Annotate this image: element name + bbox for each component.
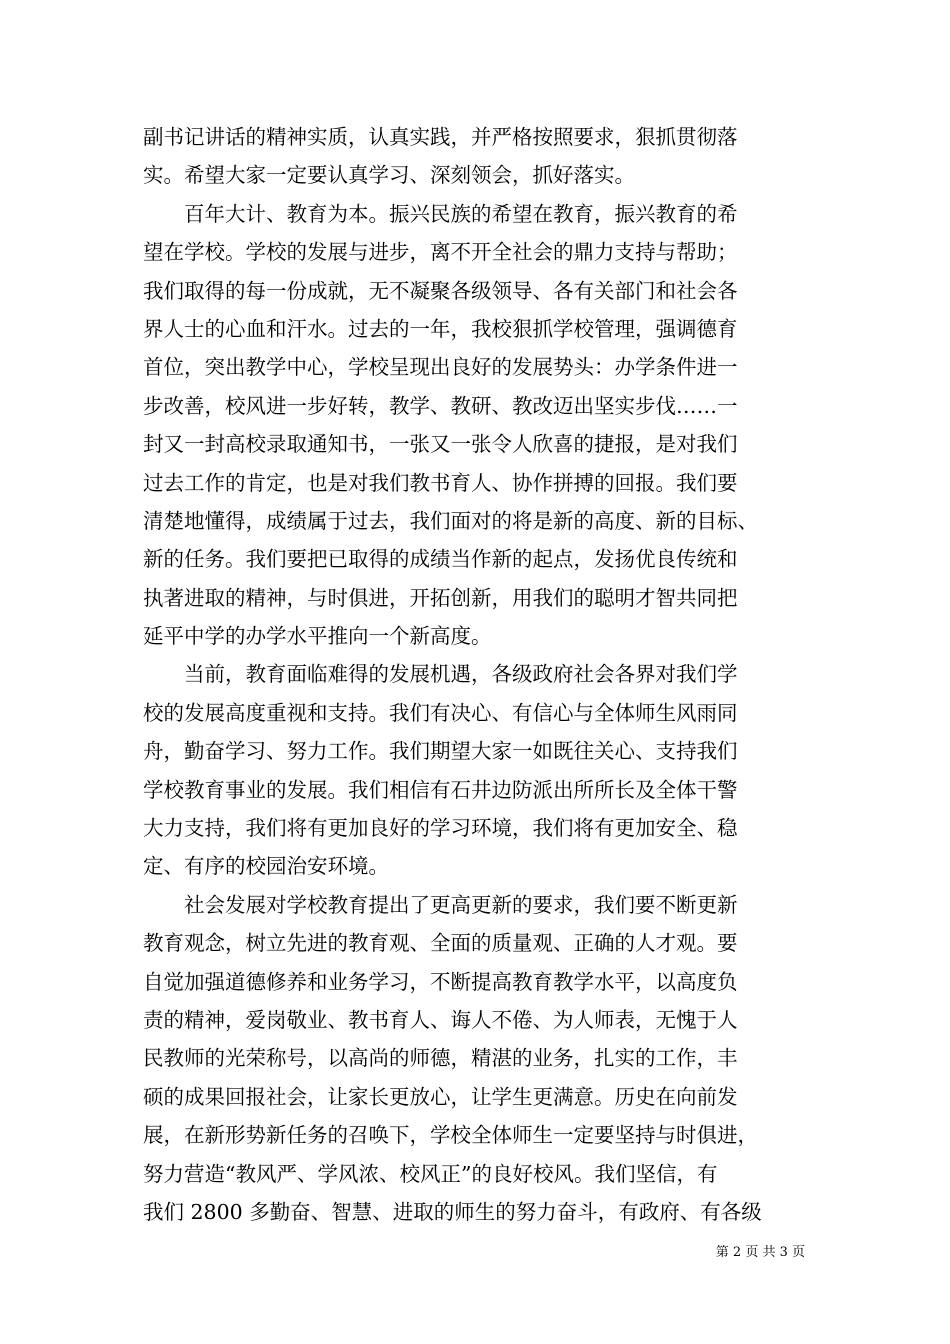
text-line: 展，在新形势新任务的召唤下，学校全体师生一定要坚持与时俱进， bbox=[143, 1123, 758, 1148]
text-line: 副书记讲话的精神实质，认真实践，并严格按照要求，狠抓贯彻落 bbox=[143, 125, 738, 149]
text-line: 民教师的光荣称号，以高尚的师德，精湛的业务，扎实的工作，丰 bbox=[143, 1046, 738, 1071]
body-text bbox=[143, 118, 823, 1231]
text-line: 责的精神，爱岗敬业、教书育人、诲人不倦、为人师表，无愧于人 bbox=[143, 1007, 738, 1032]
text-line: 步改善，校风进一步好转，教学、教研、教改迈出坚实步伐……一 bbox=[143, 393, 738, 418]
paragraph-first-line: 当前，教育面临难得的发展机遇，各级政府社会各界对我们学 bbox=[184, 662, 738, 687]
text-line: 教育观念，树立先进的教育观、全面的质量观、正确的人才观。要 bbox=[143, 931, 738, 956]
text-line: 界人士的心血和汗水。过去的一年，我校狠抓学校管理，强调德育 bbox=[143, 316, 738, 341]
text-line: 我们取得的每一份成就，无不凝聚各级领导、各有关部门和社会各 bbox=[143, 278, 738, 303]
page-number: 第 2 页 共 3 页 bbox=[715, 1245, 805, 1260]
paragraph-first-line: 社会发展对学校教育提出了更高更新的要求，我们要不断更新 bbox=[184, 892, 738, 917]
text-line: 硕的成果回报社会，让家长更放心，让学生更满意。历史在向前发 bbox=[143, 1084, 738, 1109]
text-line: 我们 2800 多勤奋、智慧、进取的师生的努力奋斗，有政府、有各级 bbox=[143, 1199, 762, 1224]
paragraph-first-line: 百年大计、教育为本。振兴民族的希望在教育，振兴教育的希 bbox=[184, 201, 738, 226]
text-line: 执著进取的精神，与时俱进，开拓创新，用我们的聪明才智共同把 bbox=[143, 585, 738, 610]
text-line: 努力营造“教风严、学风浓、校风正”的良好校风。我们坚信，有 bbox=[143, 1161, 718, 1186]
text-line: 新的任务。我们要把已取得的成绩当作新的起点，发扬优良传统和 bbox=[143, 547, 738, 572]
text-line: 大力支持，我们将有更加良好的学习环境，我们将有更加安全、稳 bbox=[143, 816, 738, 841]
text-line: 定、有序的校园治安环境。 bbox=[143, 854, 389, 879]
text-line: 学校教育事业的发展。我们相信有石井边防派出所所长及全体干警 bbox=[143, 777, 738, 802]
text-line: 延平中学的办学水平推向一个新高度。 bbox=[143, 624, 492, 649]
text-line: 清楚地懂得，成绩属于过去，我们面对的将是新的高度、新的目标、 bbox=[143, 508, 758, 533]
text-line: 首位，突出教学中心，学校呈现出良好的发展势头：办学条件进一 bbox=[143, 355, 738, 380]
text-line: 过去工作的肯定，也是对我们教书育人、协作拼搏的回报。我们要 bbox=[143, 470, 738, 495]
text-line: 舟，勤奋学习、努力工作。我们期望大家一如既往关心、支持我们 bbox=[143, 739, 738, 764]
text-line: 实。希望大家一定要认真学习、深刻领会，抓好落实。 bbox=[143, 163, 635, 188]
text-line: 自觉加强道德修养和业务学习，不断提高教育教学水平，以高度负 bbox=[143, 969, 738, 994]
text-line: 封又一封高校录取通知书，一张又一张令人欣喜的捷报，是对我们 bbox=[143, 432, 738, 457]
text-line: 校的发展高度重视和支持。我们有决心、有信心与全体师生风雨同 bbox=[143, 700, 738, 725]
text-line: 望在学校。学校的发展与进步，离不开全社会的鼎力支持与帮助； bbox=[143, 240, 738, 265]
